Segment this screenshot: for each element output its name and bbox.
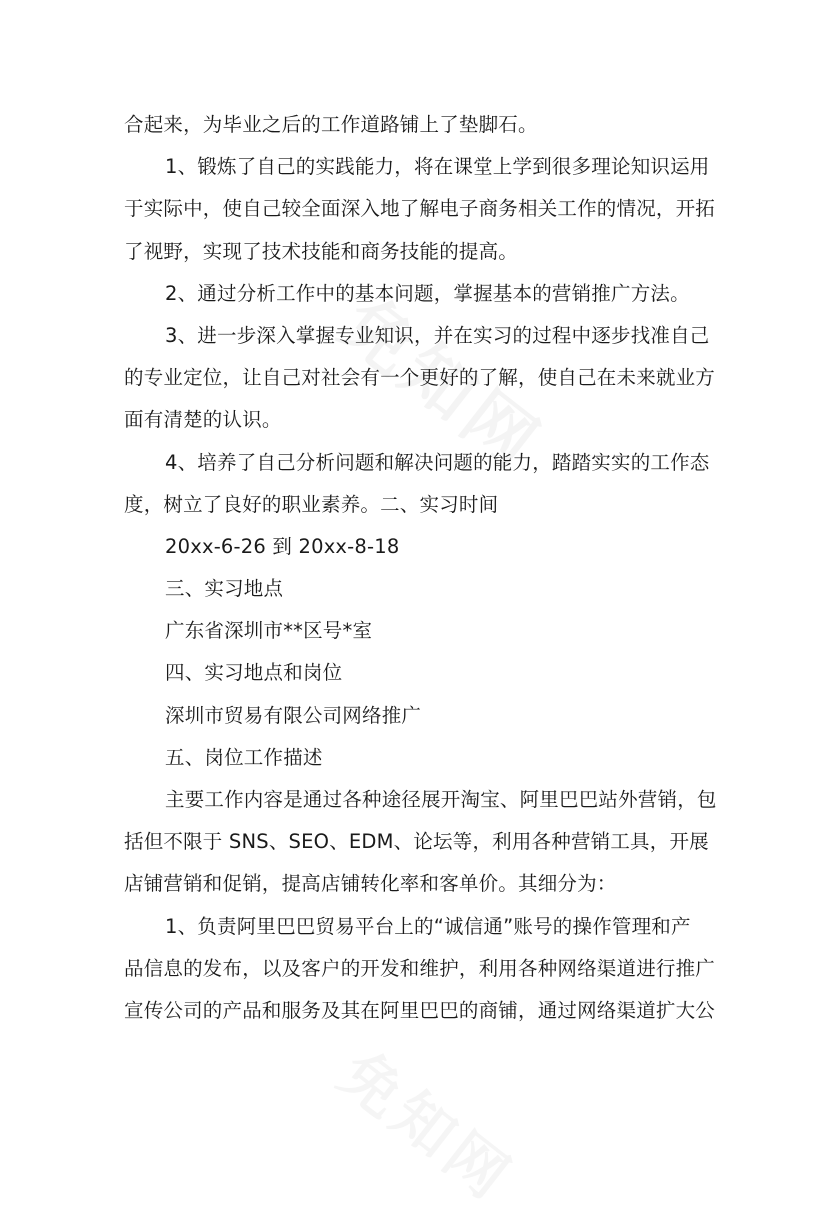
text-line-6: 3、进一步深入掌握专业知识，并在实习的过程中逐步找准自己 — [165, 323, 710, 347]
section-heading-location: 三、实习地点 — [165, 577, 284, 601]
text-line-22: 宣传公司的产品和服务及其在阿里巴巴的商铺，通过网络渠道扩大公 — [124, 998, 716, 1022]
document-body — [124, 104, 717, 1032]
text-line-4: 了视野，实现了技术技能和商务技能的提高。 — [124, 239, 519, 263]
text-line-19: 店铺营销和促销，提高店铺转化率和客单价。其细分为： — [124, 872, 617, 896]
text-line-10: 度，树立了良好的职业素养。二、实习时间 — [124, 492, 499, 516]
text-line-21: 品信息的发布，以及客户的开发和维护，利用各种网络渠道进行推广 — [124, 956, 716, 980]
text-line-17: 主要工作内容是通过各种途径展开淘宝、阿里巴巴站外营销，包 — [165, 788, 717, 811]
text-line-9: 4、培养了自己分析问题和解决问题的能力，踏踏实实的工作态 — [165, 450, 710, 474]
text-line-18: 括但不限于 SNS、SEO、EDM、论坛等，利用各种营销工具，开展 — [124, 830, 709, 854]
text-line-5: 2、通过分析工作中的基本问题，掌握基本的营销推广方法。 — [165, 281, 690, 305]
watermark-bottom — [325, 1028, 534, 1218]
text-line-7: 的专业定位，让自己对社会有一个更好的了解，使自己在未来就业方 — [124, 366, 716, 390]
section-heading-location-position: 四、实习地点和岗位 — [165, 661, 343, 685]
section-heading-job-description: 五、岗位工作描述 — [165, 745, 323, 769]
internship-dates: 20xx-6-26 到 20xx-8-18 — [165, 534, 400, 558]
text-line-20: 1、负责阿里巴巴贸易平台上的“诚信通”账号的操作管理和产 — [165, 914, 691, 938]
text-line-1: 合起来，为毕业之后的工作道路铺上了垫脚石。 — [124, 113, 538, 136]
text-line-8: 面有清楚的认识。 — [124, 408, 282, 432]
text-line-3: 于实际中，使自己较全面深入地了解电子商务相关工作的情况，开拓 — [124, 197, 716, 221]
internship-address: 广东省深圳市**区号*室 — [165, 619, 373, 643]
internship-position: 深圳市贸易有限公司网络推广 — [165, 703, 422, 727]
text-line-2: 1、锻炼了自己的实践能力，将在课堂上学到很多理论知识运用 — [165, 155, 710, 179]
